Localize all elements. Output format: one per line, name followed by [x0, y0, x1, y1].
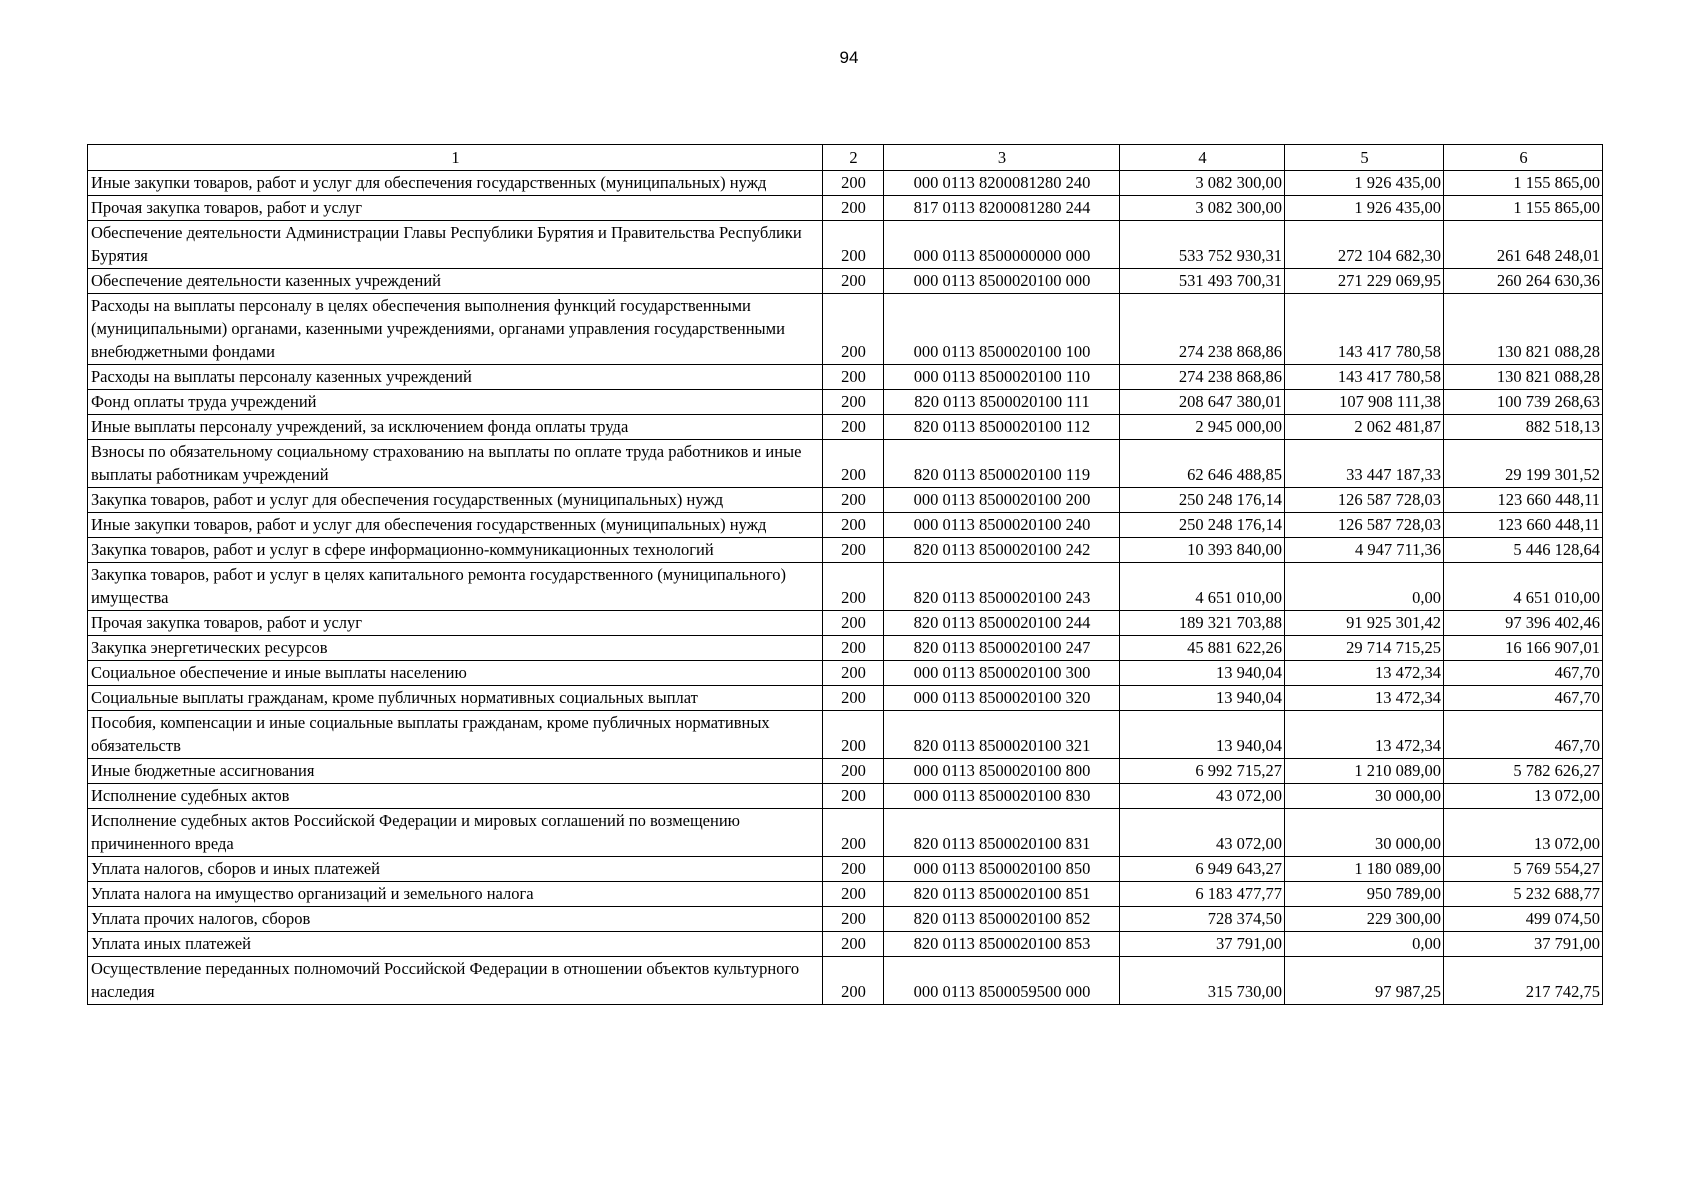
row-code2-cell: 200 [823, 415, 884, 440]
row-code3-cell: 820 0113 8500020100 321 [884, 711, 1120, 759]
row-value4-cell: 6 949 643,27 [1120, 857, 1285, 882]
row-value6-cell: 1 155 865,00 [1444, 171, 1603, 196]
row-code2-cell: 200 [823, 809, 884, 857]
row-value6-cell: 13 072,00 [1444, 809, 1603, 857]
row-code3-cell: 820 0113 8500020100 242 [884, 538, 1120, 563]
row-code2-cell: 200 [823, 932, 884, 957]
row-code3-cell: 000 0113 8500020100 000 [884, 269, 1120, 294]
row-value5-cell: 13 472,34 [1285, 711, 1444, 759]
row-value6-cell: 217 742,75 [1444, 957, 1603, 1005]
table-row [88, 661, 1603, 686]
row-value5-cell: 91 925 301,42 [1285, 611, 1444, 636]
row-code3-cell: 820 0113 8500020100 244 [884, 611, 1120, 636]
row-value6-cell: 16 166 907,01 [1444, 636, 1603, 661]
row-name-cell: Взносы по обязательному социальному страхованию на выплаты по оплате труда работников и иные выплаты работникам учреждений [88, 440, 823, 488]
row-value5-cell: 33 447 187,33 [1285, 440, 1444, 488]
row-value5-cell: 0,00 [1285, 932, 1444, 957]
table-row [88, 196, 1603, 221]
row-value6-cell: 100 739 268,63 [1444, 390, 1603, 415]
table-row [88, 907, 1603, 932]
table-row [88, 957, 1603, 1005]
row-name-cell: Уплата налога на имущество организаций и земельного налога [88, 882, 823, 907]
row-value6-cell: 467,70 [1444, 686, 1603, 711]
row-value6-cell: 260 264 630,36 [1444, 269, 1603, 294]
row-value5-cell: 13 472,34 [1285, 686, 1444, 711]
row-value5-cell: 30 000,00 [1285, 809, 1444, 857]
row-name-cell: Закупка товаров, работ и услуг в целях капитального ремонта государственного (муниципального) имущества [88, 563, 823, 611]
row-code3-cell: 820 0113 8500020100 112 [884, 415, 1120, 440]
row-value5-cell: 271 229 069,95 [1285, 269, 1444, 294]
row-value6-cell: 130 821 088,28 [1444, 365, 1603, 390]
row-value4-cell: 13 940,04 [1120, 711, 1285, 759]
row-value5-cell: 1 926 435,00 [1285, 196, 1444, 221]
row-name-cell: Закупка энергетических ресурсов [88, 636, 823, 661]
row-code3-cell: 000 0113 8500020100 300 [884, 661, 1120, 686]
row-value4-cell: 533 752 930,31 [1120, 221, 1285, 269]
row-value4-cell: 62 646 488,85 [1120, 440, 1285, 488]
header-cell: 1 [88, 145, 823, 171]
row-code2-cell: 200 [823, 907, 884, 932]
row-code3-cell: 000 0113 8500020100 800 [884, 759, 1120, 784]
table-row [88, 857, 1603, 882]
row-value6-cell: 123 660 448,11 [1444, 488, 1603, 513]
row-value5-cell: 4 947 711,36 [1285, 538, 1444, 563]
row-code3-cell: 820 0113 8500020100 243 [884, 563, 1120, 611]
table-row [88, 294, 1603, 365]
row-code2-cell: 200 [823, 882, 884, 907]
row-name-cell: Прочая закупка товаров, работ и услуг [88, 196, 823, 221]
row-name-cell: Иные закупки товаров, работ и услуг для обеспечения государственных (муниципальных) нужд [88, 513, 823, 538]
row-value6-cell: 29 199 301,52 [1444, 440, 1603, 488]
row-name-cell: Уплата налогов, сборов и иных платежей [88, 857, 823, 882]
row-value4-cell: 37 791,00 [1120, 932, 1285, 957]
row-code3-cell: 820 0113 8500020100 852 [884, 907, 1120, 932]
row-value6-cell: 499 074,50 [1444, 907, 1603, 932]
row-value4-cell: 2 945 000,00 [1120, 415, 1285, 440]
row-name-cell: Социальные выплаты гражданам, кроме публичных нормативных социальных выплат [88, 686, 823, 711]
row-value4-cell: 6 992 715,27 [1120, 759, 1285, 784]
row-code3-cell: 000 0113 8500020100 200 [884, 488, 1120, 513]
row-value5-cell: 13 472,34 [1285, 661, 1444, 686]
row-code3-cell: 000 0113 8500020100 100 [884, 294, 1120, 365]
row-value6-cell: 5 782 626,27 [1444, 759, 1603, 784]
row-code2-cell: 200 [823, 196, 884, 221]
row-value5-cell: 143 417 780,58 [1285, 365, 1444, 390]
row-name-cell: Фонд оплаты труда учреждений [88, 390, 823, 415]
row-value4-cell: 315 730,00 [1120, 957, 1285, 1005]
row-value6-cell: 467,70 [1444, 711, 1603, 759]
row-code3-cell: 000 0113 8500020100 320 [884, 686, 1120, 711]
row-code2-cell: 200 [823, 538, 884, 563]
row-value5-cell: 0,00 [1285, 563, 1444, 611]
budget-table [87, 144, 1603, 1005]
row-code3-cell: 000 0113 8500059500 000 [884, 957, 1120, 1005]
row-name-cell: Закупка товаров, работ и услуг в сфере информационно-коммуникационных технологий [88, 538, 823, 563]
table-row [88, 711, 1603, 759]
row-value5-cell: 30 000,00 [1285, 784, 1444, 809]
row-code2-cell: 200 [823, 221, 884, 269]
header-cell: 3 [884, 145, 1120, 171]
budget-table-body [88, 145, 1603, 1005]
row-code3-cell: 000 0113 8500000000 000 [884, 221, 1120, 269]
row-code3-cell: 000 0113 8500020100 110 [884, 365, 1120, 390]
table-row [88, 221, 1603, 269]
table-row [88, 784, 1603, 809]
row-name-cell: Осуществление переданных полномочий Российской Федерации в отношении объектов культурного наследия [88, 957, 823, 1005]
row-name-cell: Уплата прочих налогов, сборов [88, 907, 823, 932]
row-code2-cell: 200 [823, 440, 884, 488]
row-code3-cell: 817 0113 8200081280 244 [884, 196, 1120, 221]
row-name-cell: Пособия, компенсации и иные социальные выплаты гражданам, кроме публичных нормативных обязательств [88, 711, 823, 759]
header-cell: 2 [823, 145, 884, 171]
row-code2-cell: 200 [823, 513, 884, 538]
row-name-cell: Исполнение судебных актов [88, 784, 823, 809]
table-header-row [88, 145, 1603, 171]
row-value6-cell: 5 769 554,27 [1444, 857, 1603, 882]
row-value5-cell: 1 926 435,00 [1285, 171, 1444, 196]
table-row [88, 636, 1603, 661]
row-value6-cell: 1 155 865,00 [1444, 196, 1603, 221]
row-value5-cell: 126 587 728,03 [1285, 488, 1444, 513]
row-code2-cell: 200 [823, 636, 884, 661]
row-code3-cell: 000 0113 8200081280 240 [884, 171, 1120, 196]
row-code3-cell: 820 0113 8500020100 851 [884, 882, 1120, 907]
row-code2-cell: 200 [823, 171, 884, 196]
row-value4-cell: 3 082 300,00 [1120, 171, 1285, 196]
row-value5-cell: 126 587 728,03 [1285, 513, 1444, 538]
row-value4-cell: 274 238 868,86 [1120, 294, 1285, 365]
row-code2-cell: 200 [823, 390, 884, 415]
row-code2-cell: 200 [823, 611, 884, 636]
row-value4-cell: 250 248 176,14 [1120, 513, 1285, 538]
row-value4-cell: 274 238 868,86 [1120, 365, 1285, 390]
row-code2-cell: 200 [823, 957, 884, 1005]
header-cell: 4 [1120, 145, 1285, 171]
row-value5-cell: 1 180 089,00 [1285, 857, 1444, 882]
table-row [88, 440, 1603, 488]
table-row [88, 538, 1603, 563]
table-row [88, 415, 1603, 440]
row-value6-cell: 5 232 688,77 [1444, 882, 1603, 907]
row-code3-cell: 820 0113 8500020100 247 [884, 636, 1120, 661]
row-value5-cell: 272 104 682,30 [1285, 221, 1444, 269]
row-code3-cell: 820 0113 8500020100 111 [884, 390, 1120, 415]
row-value5-cell: 107 908 111,38 [1285, 390, 1444, 415]
row-code2-cell: 200 [823, 294, 884, 365]
row-value6-cell: 130 821 088,28 [1444, 294, 1603, 365]
row-name-cell: Расходы на выплаты персоналу в целях обеспечения выполнения функций государственными (муниципальными) органами, казенными учреждениями, органами управления государственными внебюджетными фондами [88, 294, 823, 365]
row-value6-cell: 261 648 248,01 [1444, 221, 1603, 269]
table-row [88, 269, 1603, 294]
row-value4-cell: 10 393 840,00 [1120, 538, 1285, 563]
row-value5-cell: 143 417 780,58 [1285, 294, 1444, 365]
row-value4-cell: 4 651 010,00 [1120, 563, 1285, 611]
row-code2-cell: 200 [823, 759, 884, 784]
row-value6-cell: 467,70 [1444, 661, 1603, 686]
table-row [88, 611, 1603, 636]
row-value4-cell: 43 072,00 [1120, 809, 1285, 857]
row-name-cell: Иные выплаты персоналу учреждений, за исключением фонда оплаты труда [88, 415, 823, 440]
row-code3-cell: 820 0113 8500020100 853 [884, 932, 1120, 957]
row-name-cell: Исполнение судебных актов Российской Федерации и мировых соглашений по возмещению причиненного вреда [88, 809, 823, 857]
row-value5-cell: 97 987,25 [1285, 957, 1444, 1005]
row-value5-cell: 29 714 715,25 [1285, 636, 1444, 661]
row-name-cell: Закупка товаров, работ и услуг для обеспечения государственных (муниципальных) нужд [88, 488, 823, 513]
row-value4-cell: 13 940,04 [1120, 661, 1285, 686]
page-number: 94 [839, 48, 859, 67]
row-name-cell: Иные закупки товаров, работ и услуг для обеспечения государственных (муниципальных) нужд [88, 171, 823, 196]
row-name-cell: Уплата иных платежей [88, 932, 823, 957]
row-value4-cell: 3 082 300,00 [1120, 196, 1285, 221]
table-row [88, 563, 1603, 611]
row-code3-cell: 820 0113 8500020100 831 [884, 809, 1120, 857]
row-code2-cell: 200 [823, 488, 884, 513]
row-value6-cell: 4 651 010,00 [1444, 563, 1603, 611]
row-value5-cell: 2 062 481,87 [1285, 415, 1444, 440]
row-code2-cell: 200 [823, 365, 884, 390]
row-value6-cell: 13 072,00 [1444, 784, 1603, 809]
row-code2-cell: 200 [823, 711, 884, 759]
row-value6-cell: 5 446 128,64 [1444, 538, 1603, 563]
row-code2-cell: 200 [823, 686, 884, 711]
table-row [88, 365, 1603, 390]
row-value4-cell: 208 647 380,01 [1120, 390, 1285, 415]
table-row [88, 809, 1603, 857]
row-value4-cell: 45 881 622,26 [1120, 636, 1285, 661]
row-code3-cell: 820 0113 8500020100 119 [884, 440, 1120, 488]
row-value6-cell: 37 791,00 [1444, 932, 1603, 957]
row-value6-cell: 97 396 402,46 [1444, 611, 1603, 636]
table-row [88, 932, 1603, 957]
table-row [88, 686, 1603, 711]
row-code2-cell: 200 [823, 784, 884, 809]
row-value4-cell: 250 248 176,14 [1120, 488, 1285, 513]
row-code3-cell: 000 0113 8500020100 830 [884, 784, 1120, 809]
row-code3-cell: 000 0113 8500020100 240 [884, 513, 1120, 538]
row-value4-cell: 13 940,04 [1120, 686, 1285, 711]
row-name-cell: Прочая закупка товаров, работ и услуг [88, 611, 823, 636]
table-row [88, 390, 1603, 415]
header-cell: 6 [1444, 145, 1603, 171]
row-value5-cell: 1 210 089,00 [1285, 759, 1444, 784]
row-name-cell: Обеспечение деятельности казенных учреждений [88, 269, 823, 294]
row-value6-cell: 123 660 448,11 [1444, 513, 1603, 538]
row-code2-cell: 200 [823, 269, 884, 294]
row-value4-cell: 6 183 477,77 [1120, 882, 1285, 907]
row-name-cell: Обеспечение деятельности Администрации Главы Республики Бурятия и Правительства Республики Бурятия [88, 221, 823, 269]
row-code2-cell: 200 [823, 563, 884, 611]
row-value4-cell: 43 072,00 [1120, 784, 1285, 809]
row-name-cell: Расходы на выплаты персоналу казенных учреждений [88, 365, 823, 390]
row-value4-cell: 728 374,50 [1120, 907, 1285, 932]
row-name-cell: Иные бюджетные ассигнования [88, 759, 823, 784]
table-row [88, 488, 1603, 513]
row-code3-cell: 000 0113 8500020100 850 [884, 857, 1120, 882]
row-code2-cell: 200 [823, 857, 884, 882]
table-row [88, 513, 1603, 538]
row-value4-cell: 189 321 703,88 [1120, 611, 1285, 636]
row-value5-cell: 229 300,00 [1285, 907, 1444, 932]
row-value5-cell: 950 789,00 [1285, 882, 1444, 907]
header-cell: 5 [1285, 145, 1444, 171]
row-value6-cell: 882 518,13 [1444, 415, 1603, 440]
table-row [88, 171, 1603, 196]
table-row [88, 882, 1603, 907]
row-name-cell: Социальное обеспечение и иные выплаты населению [88, 661, 823, 686]
row-code2-cell: 200 [823, 661, 884, 686]
row-value4-cell: 531 493 700,31 [1120, 269, 1285, 294]
table-row [88, 759, 1603, 784]
